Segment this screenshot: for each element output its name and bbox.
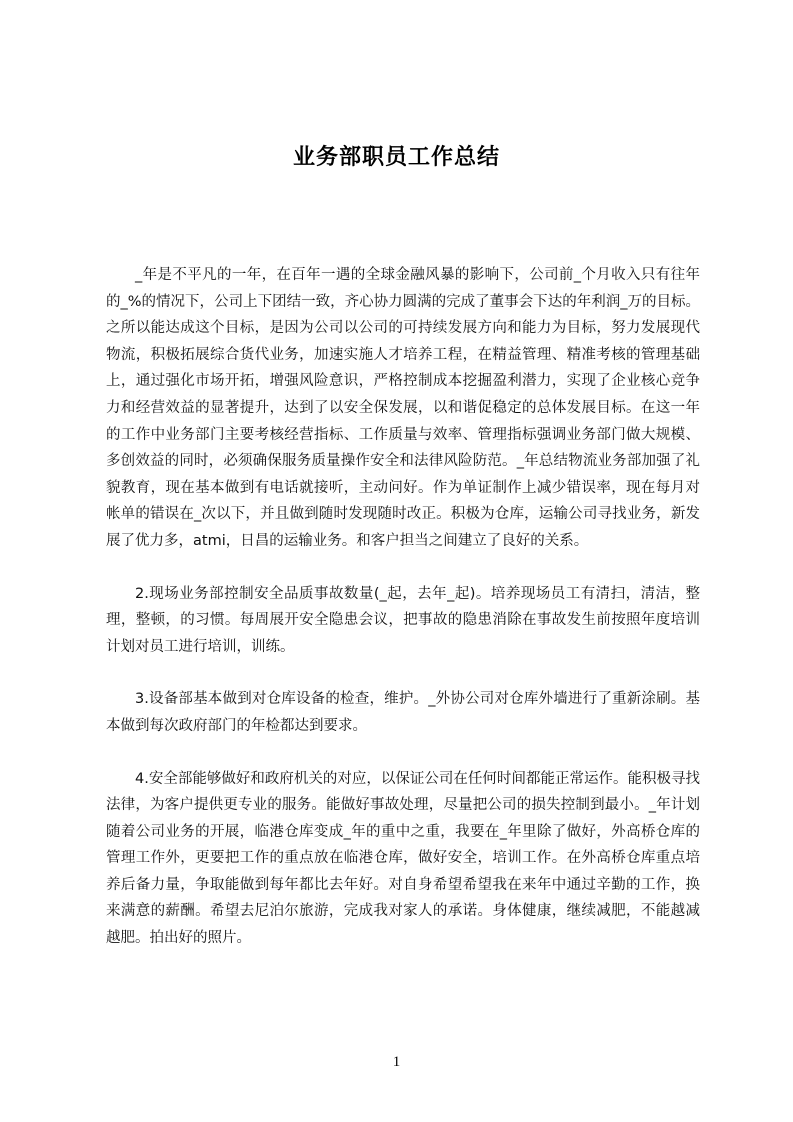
page-number: 1 (392, 1054, 401, 1070)
paragraph-site-business: 2.现场业务部控制安全品质事故数量(_起，去年_起)。培养现场员工有清扫，清洁，整理，整顿，的习惯。每周展开安全隐患会议，把事故的隐患消除在事故发生前按照年度培训计划对员工进行培训，训练。 (106, 585, 700, 655)
paragraph-summary: _年是不平凡的一年，在百年一遇的全球金融风暴的影响下，公司前_个月收入只有往年的_%的情况下，公司上下团结一致，齐心协力圆满的完成了董事会下达的年利润_万的目标。之所以能达成这个目标，是因为公司以公司的可持续发展方向和能力为目标，努力发展现代物流，积极拓展综合货代业务，加速实施人才培养工程，在精益管理、精准考核的管理基础上，通过强化市场开拓，增强风险意识，严格控制成本挖掘盈利潜力，实现了企业核心竞争力和经营效益的显著提升，达到了以安全保发展，以和谐促稳定的总体发展目标。在这一年的工作中业务部门主要考核经营指标、工作质量与效率、管理指标强调业务部门做大规模、多创效益的同时，必须确保服务质量操作安全和法律风险防范。_年总结物流业务部加强了礼貌教育，现在基本做到有电话就接听，主动问好。作为单证制作上减少错误率，现在每月对帐单的错误在_次以下，并且做到随时发现随时改正。积极为仓库，运输公司寻找业务，新发展了优力多，atmi，日昌的运输业务。和客户担当之间建立了良好的关系。 (106, 267, 700, 549)
paragraph-safety: 4.安全部能够做好和政府机关的对应，以保证公司在任何时间都能正常运作。能积极寻找法律，为客户提供更专业的服务。能做好事故处理，尽量把公司的损失控制到最小。_年计划随着公司业务的开展，临港仓库变成_年的重中之重，我要在_年里除了做好，外高桥仓库的管理工作外，更要把工作的重点放在临港仓库，做好安全，培训工作。在外高桥仓库重点培养后备力量，争取能做到每年都比去年好。对自身希望希望我在来年中通过辛勤的工作，换来满意的薪酬。希望去尼泊尔旅游，完成我对家人的承诺。身体健康，继续减肥，不能越减越肥。拍出好的照片。 (106, 770, 700, 947)
document-body (106, 262, 700, 952)
paragraph-equipment: 3.设备部基本做到对仓库设备的检查，维护。_外协公司对仓库外墙进行了重新涂刷。基本做到每次政府部门的年检都达到要求。 (106, 691, 700, 734)
page-title: 业务部职员工作总结 (292, 145, 500, 170)
